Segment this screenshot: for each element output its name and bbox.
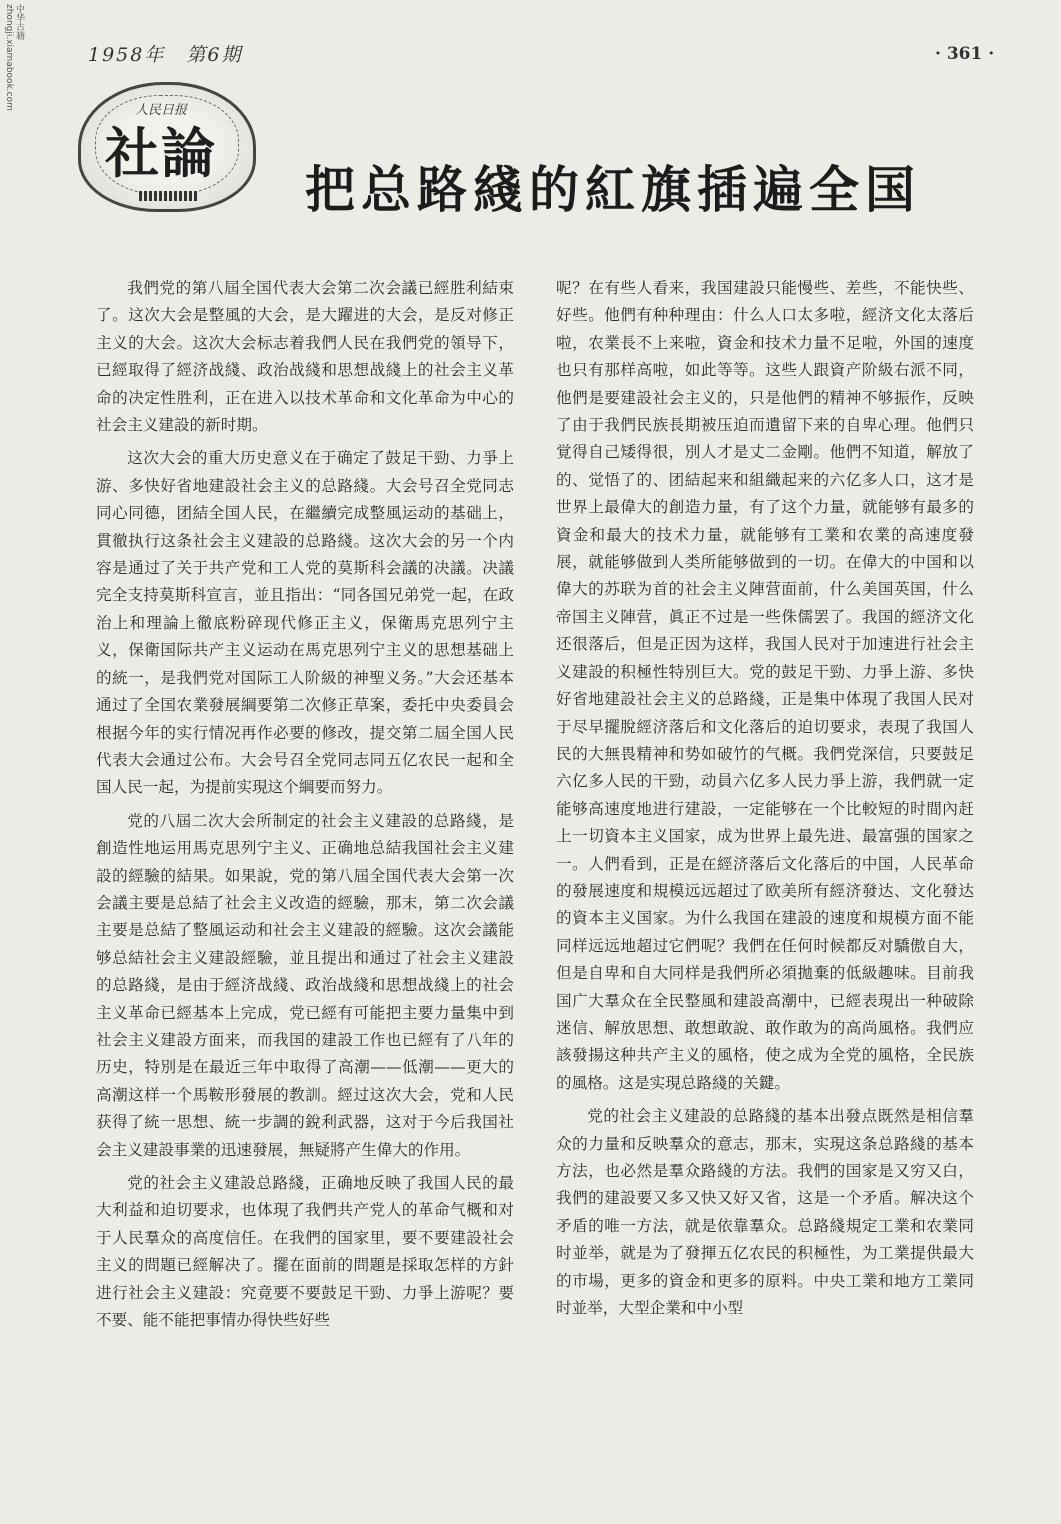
paragraph: 党的社会主义建設的总路綫的基本出發点既然是相信羣众的力量和反映羣众的意志，那末，实現这条总路綫的基本方法，也必然是羣众路綫的方法。我們的国家是又穷又白，我們的建設要又多又快又好又省，这是一个矛盾。解决这个矛盾的唯一方法，就是依靠羣众。总路綫規定工業和农業同时並举，就是为了發揮五亿农民的积極性，为工業提供最大的市場，更多的資金和更多的原料。中央工業和地方工業同时並举，大型企業和中小型	[556, 1107, 974, 1318]
paragraph: 党的社会主义建設总路綫，正确地反映了我国人民的最大利益和迫切要求，也体現了我們共产党人的革命气概和对于人民羣众的高度信任。在我們的国家里，要不要建設社会主义的問題已經解决了。擺在面前的問題是採取怎样的方針进行社会主义建設：究竟要不要鼓足干勁、力爭上游呢？要不要、能不能把事情办得快些好些	[96, 1174, 514, 1330]
paragraph: 党的八屆二次大会所制定的社会主义建設的总路綫，是創造性地运用馬克思列宁主义、正确地总結我国社会主义建設的經驗的結果。如果說，党的第八屆全国代表大会第一次会議主要是总結了社会主义改造的經驗，那末，第二次会議主要是总結了整風运动和社会主义建設的經驗。这次会議能够总結社会主义建設經驗，並且提出和通过了社会主义建設的总路綫，是由于經济战綫、政治战綫和思想战綫上的社会主义革命已經基本上完成，党已經有可能把主要力量集中到社会主义建設方面来，而我国的建設工作也已經有了八年的历史，特別是在最近三年中取得了高潮——低潮——更大的高潮这样一个馬鞍形發展的教訓。經过这次大会，党和人民获得了統一思想、統一步調的銳利武器，这对于今后我国社会主义建設事業的迅速發展，無疑將产生偉大的作用。	[96, 811, 514, 1159]
emblem-editorial-word: 社論	[105, 121, 217, 185]
emblem-paper-name: 人民日报	[135, 103, 188, 118]
page-number: · 361 ·	[935, 44, 995, 64]
right-column	[556, 275, 974, 1328]
editorial-emblem	[78, 82, 256, 212]
paragraph: 这次大会的重大历史意义在于确定了鼓足干勁、力爭上游、多快好省地建設社会主义的总路綫。大会号召全党同志同心同德，团結全国人民，在繼續完成整風运动的基础上，貫徹执行这条社会主义建設的总路綫。这次大会的另一个内容是通过了关于共产党和工人党的莫斯科会議的决議。决議完全支持莫斯科宣言，並且指出：“同各国兄弟党一起，在政治上和理論上徹底粉碎现代修正主义，保衛馬克思列宁主义，保衛国际共产主义运动在馬克思列宁主义的思想基础上的統一，是我們党对国际工人阶級的神聖义务。”大会还基本通过了全国农業發展綱要第二次修正草案，委托中央委員会根据今年的实行情况再作必要的修改，提交第二屆全国人民代表大会通过公布。大会号召全党同志同五亿农民一起和全国人民一起，为提前实現这个綱要而努力。	[96, 449, 514, 797]
article-headline: 把总路綫的紅旗插遍全国	[305, 160, 921, 219]
paragraph: 我們党的第八屆全国代表大会第二次会議已經胜利結束了。这次大会是整風的大会，是大躍进的大会，是反对修正主义的大会。这次大会标志着我們人民在我們党的領导下，已經取得了經济战綫、政治战綫和思想战綫上的社会主义革命的决定性胜利，正在进入以技术革命和文化革命为中心的社会主义建設的新时期。	[96, 279, 514, 435]
left-column	[96, 275, 514, 1340]
tiananmen-icon	[139, 191, 199, 201]
site-watermark: 中华古籍 zhongji.xiamabook.com	[4, 4, 24, 111]
paragraph-continued: 呢？在有些人看来，我国建設只能慢些、差些，不能快些、好些。他們有种种理由：什么人口太多啦，經济文化太落后啦，农業長不上来啦，資金和技术力量不足啦，外国的速度也只有那样高啦，如此等等。这些人跟資产阶級右派不同，他們是要建設社会主义的，只是他們的精神不够振作，反映了由于我們民族長期被压迫而遺留下来的自卑心理。他們只覚得自己矮得很，別人才是丈二金剛。他們不知道，解放了的、觉悟了的、团結起来和組織起来的六亿多人口，这才是世界上最偉大的創造力量，有了这个力量，就能够有最多的資金和最大的技术力量，就能够有工業和农業的高速度發展，就能够做到人类所能够做到的一切。在偉大的中国和以偉大的苏联为首的社会主义陣营面前，什么美国英国，什么帝国主义陣营，眞正不过是一些侏儒罢了。我国的經济文化还很落后，但是正因为这样，我国人民对于加速进行社会主义建設的积極性特別巨大。党的鼓足干勁、力爭上游、多快好省地建設社会主义的总路綫，正是集中体現了我国人民对于尽早擺脫經济落后和文化落后的迫切要求，表現了我国人民的大無畏精神和势如破竹的气概。我們党深信，只要鼓足六亿多人民的干勁，动員六亿多人民力爭上游，我們就一定能够高速度地进行建設，一定能够在一个比較短的时間內赶上一切資本主义国家，成为世界上最先进、最富强的国家之一。人們看到，正是在經济落后文化落后的中国，人民革命的發展速度和規模远远超过了欧美所有經济發达、文化發达的資本主义国家。为什么我国在建設的速度和規模方面不能同样远远地超过它們呢？我們在任何时候都反对驕傲自大，但是自卑和自大同样是我們所必須拋棄的低級趣味。目前我国广大羣众在全民整風和建設高潮中，已經表現出一种破除迷信、解放思想、敢想敢說、敢作敢为的高尚風格。我們应該發揚这种共产主义的風格，使之成为全党的風格，全民族的風格。这是实現总路綫的关鍵。	[556, 279, 974, 1092]
issue-label: 1958年 第6期	[88, 44, 243, 66]
